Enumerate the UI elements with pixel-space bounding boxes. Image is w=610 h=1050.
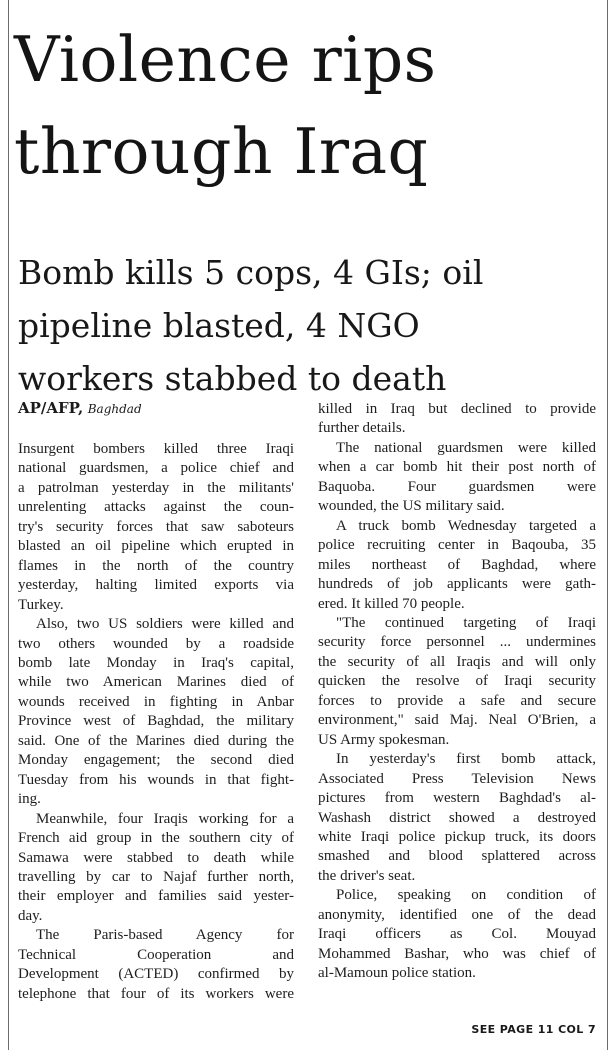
article-paragraph (318, 517, 596, 614)
article-line: telephone that four of its workers were (18, 985, 294, 1002)
article-line: national guardsmen, a police chief and (18, 460, 294, 477)
article-line: Insurgent bombers killed three Iraqi (18, 441, 294, 457)
article-line: Meanwhile, four Iraqis working for a (36, 810, 294, 827)
headline-line: through Iraq (14, 115, 429, 188)
subheadline-line: pipeline blasted, 4 NGO (18, 306, 420, 345)
article-paragraph (318, 886, 596, 983)
article-line: pictures from western Baghdad's al- (318, 790, 596, 807)
article-line: The Paris-based Agency for (36, 927, 294, 944)
article-paragraph (18, 615, 294, 810)
article-line: Also, two US soldiers were killed and (36, 616, 294, 633)
subheadline (18, 246, 598, 405)
article-line: In yesterday's first bomb attack, (336, 751, 596, 768)
article-line: miles northeast of Baghdad, where (318, 556, 596, 573)
article-line: while two American Marines died of (18, 674, 294, 691)
article-line: try's security forces that saw saboteurs (18, 518, 294, 535)
article-line: the security of all Iraqis and will only (318, 653, 596, 670)
article-line: police recruiting center in Baqouba, 35 (318, 537, 596, 554)
article-line: Development (ACTED) confirmed by (18, 966, 294, 983)
article-line: quicken the resolve of Iraqi security (318, 673, 596, 690)
article-line: Tuesday from his wounds in that fight- (18, 771, 294, 788)
article-line: Associated Press Television News (318, 770, 596, 787)
article-line: further details. (318, 420, 406, 437)
article-line: forces to provide a safe and secure (318, 692, 596, 709)
article-line: travelling by car to Najaf further north, (18, 868, 294, 885)
article-line: Samawa were stabbed to death while (18, 849, 294, 866)
article-paragraph (318, 400, 596, 439)
article-line: a patrolman yesterday in the militants' (18, 479, 294, 496)
article-column-left (18, 440, 294, 1004)
continuation-note: SEE PAGE 11 COL 7 (471, 1023, 596, 1036)
article-line: wounded, the US military said. (318, 498, 505, 515)
article-line: blasted an oil pipeline which erupted in (18, 538, 294, 555)
article-line: smashed and blood splattered across (318, 848, 596, 865)
article-column-right (318, 400, 596, 984)
byline (18, 399, 142, 418)
article-line: "The continued targeting of Iraqi (336, 614, 596, 631)
article-line: when a car bomb hit their post north of (318, 459, 596, 476)
article-line: day. (18, 907, 43, 924)
article-line: Technical Cooperation and (18, 946, 294, 963)
article-line: A truck bomb Wednesday targeted a (336, 517, 596, 534)
article-line: flames in the north of the country (18, 557, 294, 574)
article-line: al-Mamoun police station. (318, 965, 476, 982)
article-line: Police, speaking on condition of (336, 887, 596, 904)
article-line: US Army spokesman. (318, 731, 450, 748)
article-line: ered. It killed 70 people. (318, 595, 465, 612)
article-line: unrelenting attacks against the coun- (18, 499, 294, 516)
article-paragraph (318, 439, 596, 517)
article-line: Mohammed Bashar, who was chief of (318, 945, 596, 962)
article-paragraph (318, 614, 596, 750)
article-line: environment," said Maj. Neal O'Brien, a (318, 712, 596, 729)
article-line: yesterday, halting limited exports via (18, 577, 294, 594)
column-rule-right (607, 0, 608, 1050)
article-line: said. One of the Marines died during the (18, 732, 294, 749)
article-line: Baquoba. Four guardsmen were (318, 478, 596, 495)
subheadline-line: Bomb kills 5 cops, 4 GIs; oil (18, 253, 484, 292)
article-line: French aid group in the southern city of (18, 830, 294, 847)
article-paragraph (18, 926, 294, 1004)
byline-dateline: Baghdad (87, 402, 142, 416)
article-line: their employer and families said yester- (18, 888, 294, 905)
article-line: bomb late Monday in Iraq's capital, (18, 654, 294, 671)
article-line: Turkey. (18, 596, 64, 613)
article-line: anonymity, identified one of the dead (318, 906, 596, 923)
article-line: the driver's seat. (318, 867, 416, 884)
article-line: killed in Iraq but declined to provide (318, 401, 596, 417)
article-paragraph (18, 810, 294, 927)
article-paragraph (18, 440, 294, 615)
article-paragraph (318, 750, 596, 886)
article-line: white Iraqi police pickup truck, its doors (318, 828, 596, 845)
article-line: Monday engagement; the second died (18, 752, 294, 769)
subheadline-line: workers stabbed to death (18, 359, 447, 398)
headline-line: Violence rips (14, 23, 437, 96)
headline (14, 14, 604, 198)
article-line: The national guardsmen were killed (336, 439, 596, 456)
article-line: Iraqi officers as Col. Mouyad (318, 926, 596, 943)
byline-agency: AP/AFP, (18, 399, 84, 417)
article-line: hundreds of job applicants were gath- (318, 576, 596, 593)
article-line: ing. (18, 791, 41, 808)
article-line: Washash district showed a destroyed (318, 809, 596, 826)
article-line: security force personnel ... undermines (318, 634, 596, 651)
article-line: wounds received in fighting in Anbar (18, 693, 294, 710)
article-line: two others wounded by a roadside (18, 635, 294, 652)
column-rule-left (8, 0, 9, 1050)
article-line: Province west of Baghdad, the military (18, 713, 294, 730)
